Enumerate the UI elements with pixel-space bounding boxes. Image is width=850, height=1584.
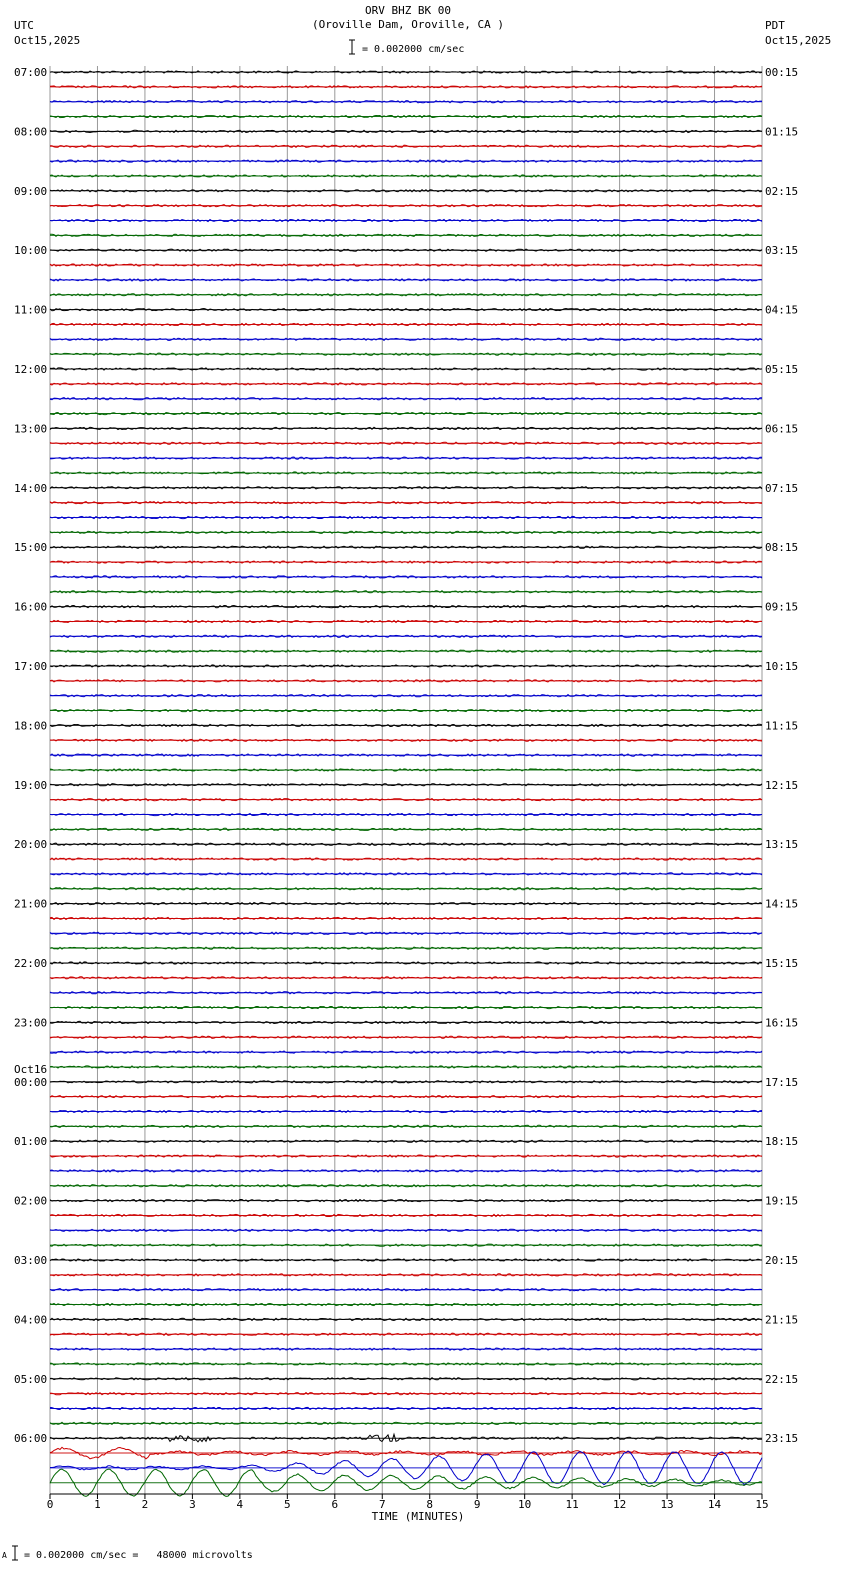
x-tick-label-15: 15	[755, 1498, 769, 1511]
right-timezone: PDT	[765, 19, 785, 32]
trace-row-58	[50, 932, 762, 934]
left-hour-label-4: 11:00	[14, 303, 48, 317]
right-hour-label-19: 19:15	[765, 1194, 799, 1208]
right-hour-label-20: 20:15	[765, 1254, 799, 1267]
left-hour-label-9: 16:00	[14, 600, 48, 614]
header-scale-bar	[349, 40, 355, 54]
right-hour-label-17: 17:15	[765, 1075, 799, 1089]
x-tick-label-5: 5	[284, 1498, 291, 1511]
x-tick-label-1: 1	[94, 1498, 101, 1511]
left-hour-label-22: 05:00	[14, 1372, 48, 1386]
left-hour-label-3: 10:00	[14, 244, 48, 258]
trace-row-40	[50, 665, 762, 667]
x-tick-label-14: 14	[707, 1498, 722, 1511]
right-date: Oct15,2025	[765, 34, 832, 47]
x-axis-label: TIME (MINUTES)	[371, 1510, 465, 1523]
right-hour-labels	[765, 66, 798, 1445]
left-hour-label-2: 09:00	[14, 184, 48, 198]
left-hour-label-14: 21:00	[14, 897, 48, 911]
trace-row-78	[50, 1229, 762, 1231]
left-hour-label-21: 04:00	[14, 1313, 48, 1327]
left-hour-label-18: 01:00	[14, 1135, 48, 1149]
trace-row-89	[50, 1393, 762, 1395]
trace-row-92	[50, 1434, 762, 1442]
left-hour-label-7: 14:00	[14, 481, 48, 495]
footer-scale-bar	[12, 1546, 18, 1560]
x-tick-label-10: 10	[518, 1498, 532, 1511]
station-location: (Oroville Dam, Oroville, CA )	[311, 18, 505, 31]
trace-row-0	[50, 71, 762, 73]
x-tick-label-2: 2	[141, 1498, 149, 1511]
trace-lines	[50, 71, 762, 1497]
right-hour-label-0: 00:15	[765, 66, 799, 79]
right-hour-label-12: 12:15	[765, 778, 799, 792]
trace-row-56	[50, 903, 762, 905]
trace-row-91	[50, 1422, 762, 1424]
left-hour-label-10: 17:00	[14, 660, 48, 673]
left-hour-label-16: 23:00	[14, 1016, 48, 1030]
left-hour-label-15: 22:00	[14, 957, 48, 970]
right-hour-label-6: 06:15	[765, 422, 799, 436]
trace-row-3	[50, 116, 762, 118]
trace-row-37	[50, 620, 762, 622]
x-tick-label-12: 12	[612, 1498, 627, 1511]
x-tick-label-8: 8	[426, 1498, 434, 1511]
header-scale-text: = 0.002000 cm/sec	[362, 44, 465, 55]
right-hour-label-22: 22:15	[765, 1372, 799, 1386]
left-hour-label-8: 15:00	[14, 541, 48, 555]
footer-scale-prefix: A	[2, 1551, 7, 1560]
trace-row-72	[50, 1140, 762, 1142]
right-hour-label-23: 23:15	[765, 1432, 799, 1446]
trace-row-74	[50, 1170, 762, 1172]
x-tick-label-3: 3	[189, 1498, 196, 1511]
right-hour-label-5: 05:15	[765, 363, 799, 376]
station-title: ORV BHZ BK 00	[364, 4, 452, 17]
x-tick-label-13: 13	[660, 1498, 674, 1511]
x-tick-label-4: 4	[236, 1498, 244, 1511]
left-hour-label-19: 02:00	[14, 1194, 48, 1208]
date-change-label: Oct16	[14, 1062, 48, 1076]
left-hour-label-1: 08:00	[14, 125, 48, 139]
left-date: Oct15,2025	[14, 34, 81, 47]
x-tick-label-9: 9	[473, 1498, 481, 1511]
right-hour-label-1: 01:15	[765, 125, 799, 139]
right-hour-label-4: 04:15	[765, 303, 799, 317]
trace-row-45	[50, 739, 762, 741]
left-hour-label-0: 07:00	[14, 66, 48, 79]
x-tick-label-11: 11	[565, 1498, 579, 1511]
left-hour-labels	[14, 66, 47, 1445]
trace-row-90	[50, 1407, 762, 1409]
x-axis	[47, 1494, 769, 1511]
trace-row-24	[50, 427, 762, 429]
left-hour-label-6: 13:00	[14, 422, 48, 436]
left-hour-label-13: 20:00	[14, 838, 48, 852]
trace-row-33	[50, 561, 762, 563]
left-hour-label-5: 12:00	[14, 363, 48, 376]
right-hour-label-14: 14:15	[765, 897, 799, 911]
right-hour-label-3: 03:15	[765, 244, 799, 258]
right-hour-label-15: 15:15	[765, 957, 799, 970]
right-hour-label-13: 13:15	[765, 838, 799, 852]
right-hour-label-21: 21:15	[765, 1313, 799, 1327]
left-hour-label-23: 06:00	[14, 1432, 48, 1446]
trace-row-18	[50, 338, 762, 340]
x-tick-label-0: 0	[46, 1498, 54, 1511]
right-hour-label-9: 09:15	[765, 600, 799, 614]
trace-row-64	[50, 1021, 762, 1023]
trace-row-73	[50, 1155, 762, 1157]
left-timezone: UTC	[14, 19, 34, 32]
x-tick-label-6: 6	[331, 1498, 339, 1511]
right-hour-label-8: 08:15	[765, 541, 799, 555]
right-hour-label-7: 07:15	[765, 481, 799, 495]
x-tick-label-7: 7	[378, 1498, 386, 1511]
footer-scale-text: = 0.002000 cm/sec = 48000 microvolts	[24, 1550, 253, 1561]
trace-row-61	[50, 977, 762, 979]
right-hour-label-2: 02:15	[765, 184, 799, 198]
left-hour-label-20: 03:00	[14, 1254, 48, 1267]
trace-row-62	[50, 992, 762, 994]
left-hour-label-12: 19:00	[14, 778, 48, 792]
right-hour-label-11: 11:15	[765, 719, 799, 733]
trace-row-79	[50, 1244, 762, 1246]
trace-row-7	[50, 175, 762, 177]
right-hour-label-10: 10:15	[765, 660, 799, 673]
right-hour-label-16: 16:15	[765, 1016, 799, 1030]
right-hour-label-18: 18:15	[765, 1135, 799, 1149]
left-hour-label-17: 00:00	[14, 1075, 48, 1089]
left-hour-label-11: 18:00	[14, 719, 48, 733]
